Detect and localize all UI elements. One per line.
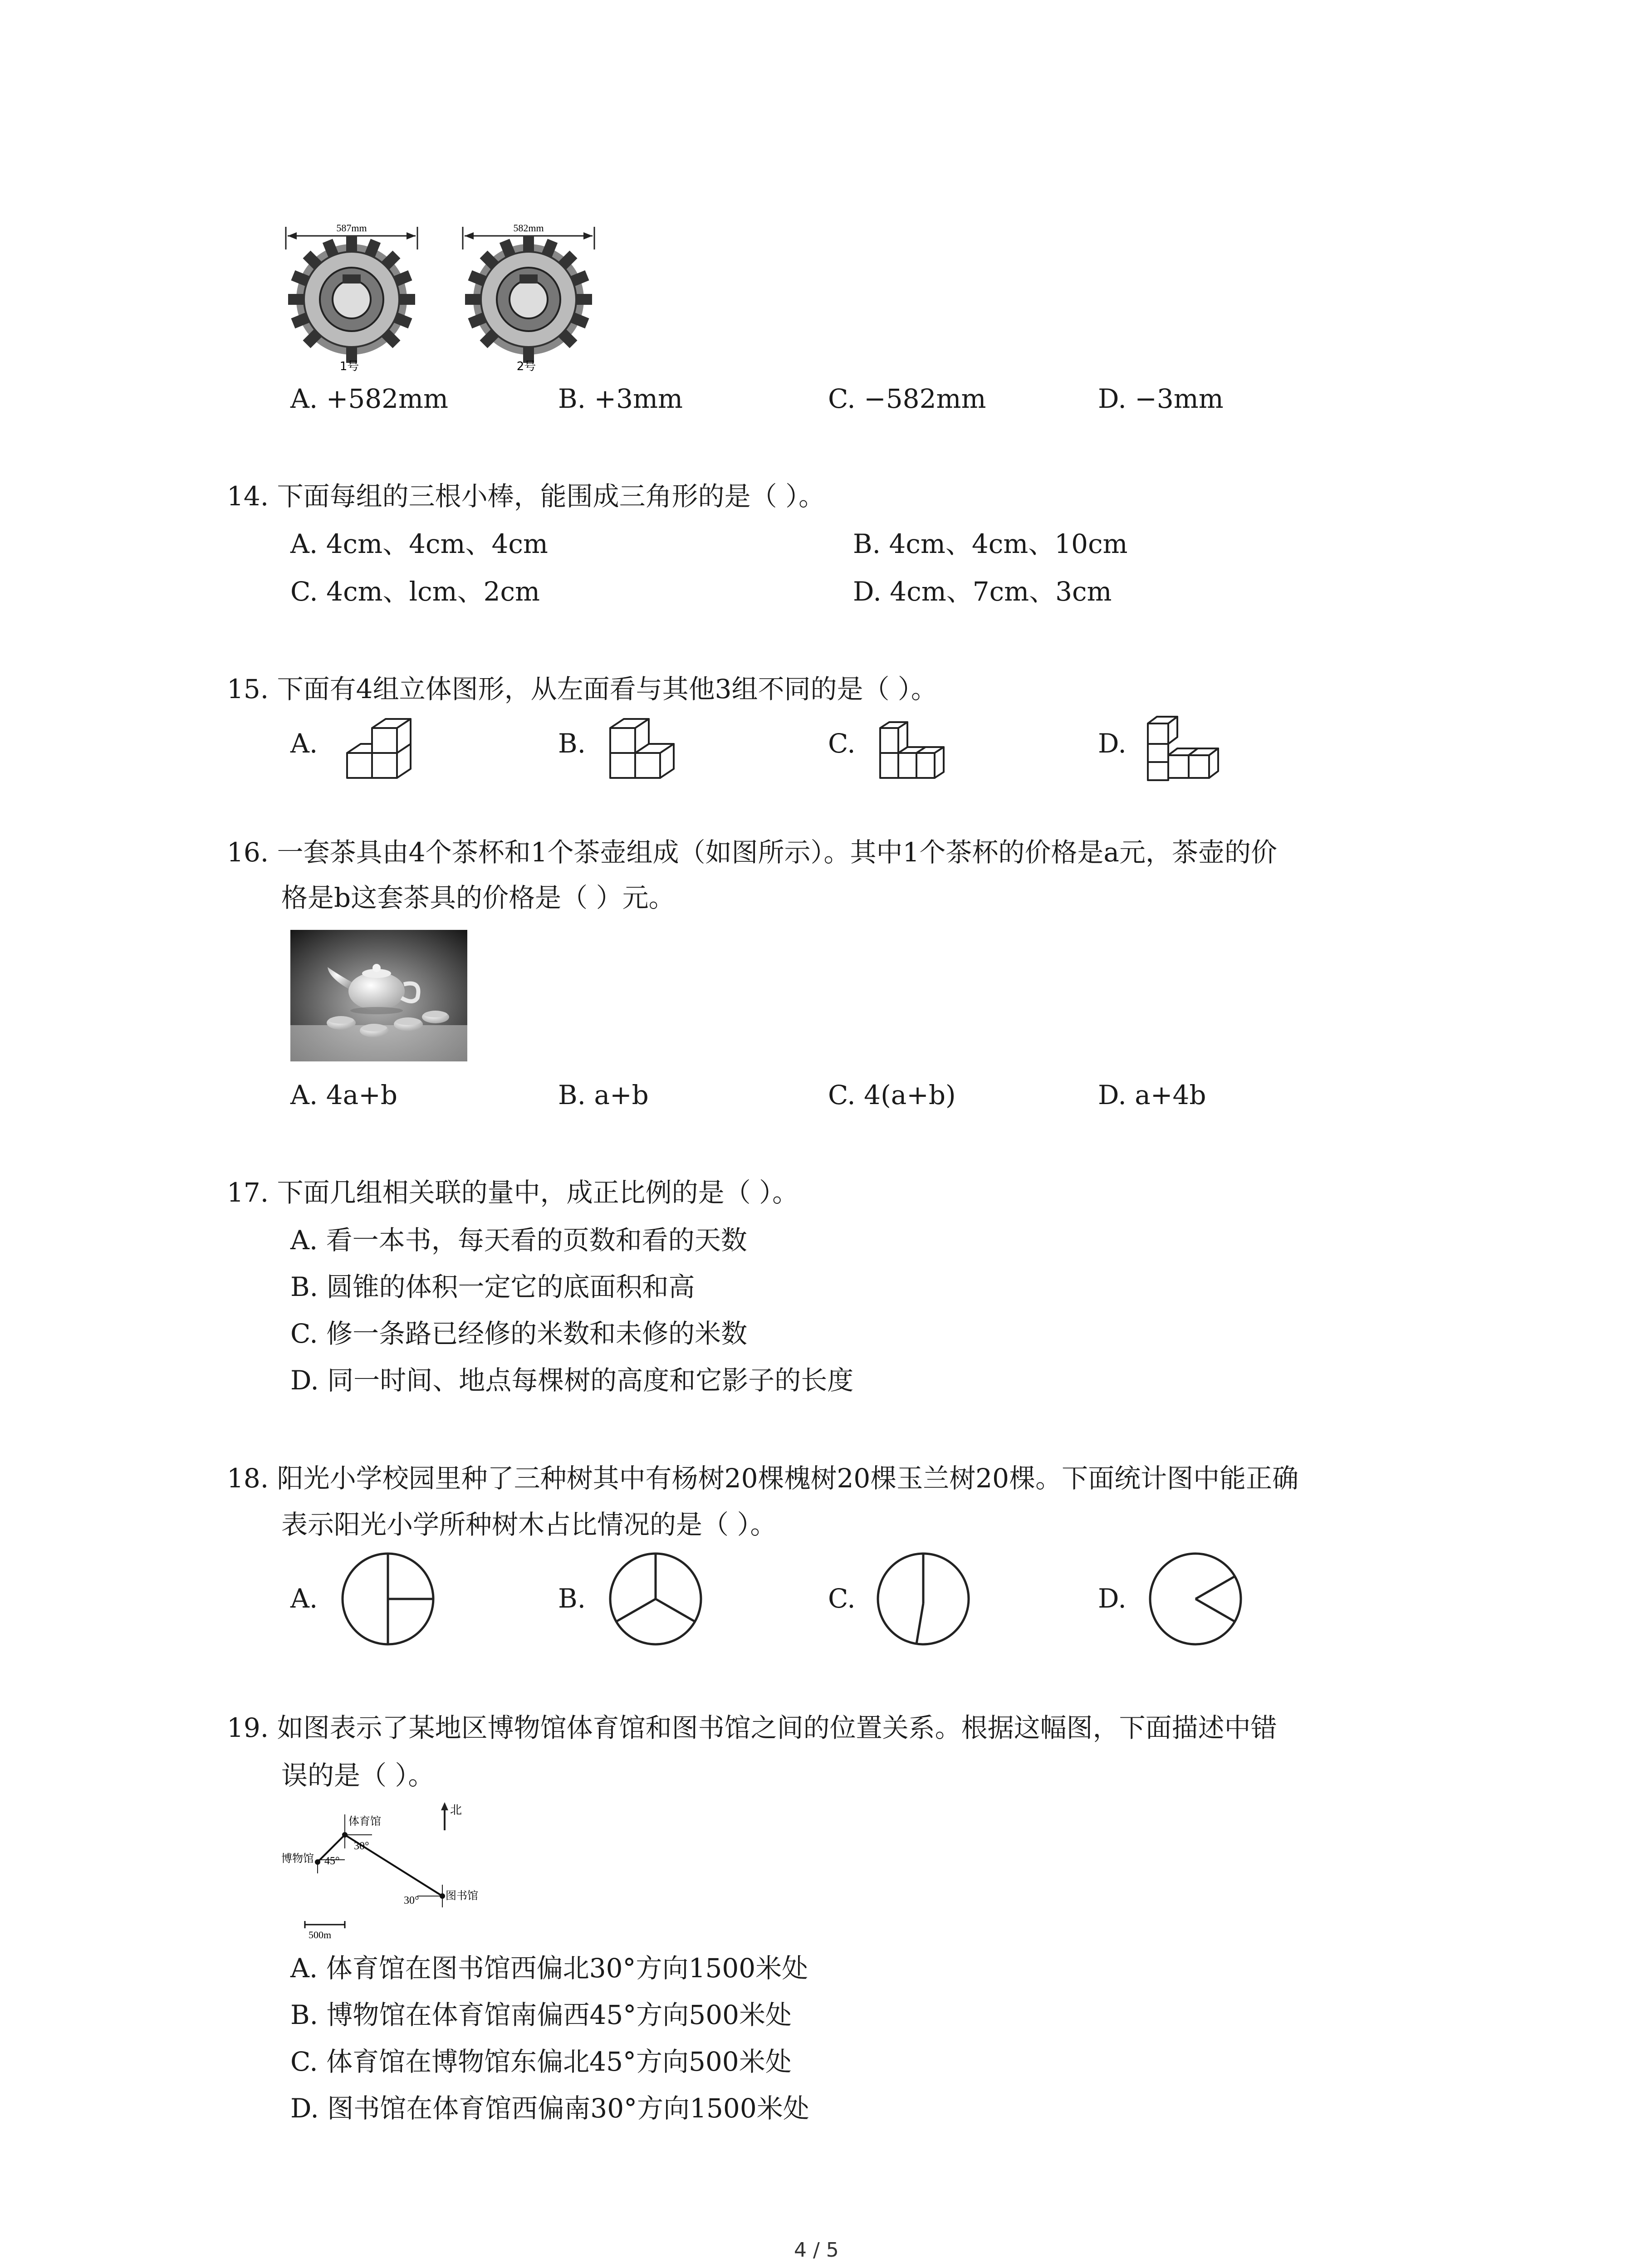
angle-45: 45° — [324, 1855, 340, 1867]
q14-option-a[interactable]: A. 4cm、4cm、4cm — [290, 528, 548, 559]
q17-option-c[interactable]: C. 修一条路已经修的米数和未修的米数 — [290, 1318, 748, 1349]
cube-stack-a — [338, 712, 429, 780]
q17-option-a[interactable]: A. 看一本书，每天看的页数和看的天数 — [290, 1225, 747, 1256]
q16-option-c[interactable]: C. 4(a+b) — [828, 1080, 956, 1110]
north-label: 北 — [450, 1804, 462, 1817]
gear2-dimension: 582mm — [513, 222, 544, 234]
q13-option-d[interactable]: D. −3mm — [1098, 383, 1224, 414]
cube-stack-d — [1141, 710, 1232, 782]
gear1-dimension: 587mm — [336, 222, 367, 234]
tea-set-photo — [290, 930, 467, 1061]
q16-stem-line1: 16. 一套茶具由4个茶杯和1个茶壶组成（如图所示）。其中1个茶杯的价格是a元，茶壶的价 — [227, 837, 1277, 868]
q16-option-b[interactable]: B. a+b — [558, 1080, 649, 1110]
q15-stem: 15. 下面有4组立体图形，从左面看与其他3组不同的是（ ）。 — [227, 674, 937, 704]
q14-option-d[interactable]: D. 4cm、7cm、3cm — [853, 576, 1112, 607]
q19-option-d[interactable]: D. 图书馆在体育馆西偏南30°方向1500米处 — [290, 2093, 809, 2124]
q15-option-a[interactable]: A. — [290, 728, 318, 759]
q17-option-b[interactable]: B. 圆锥的体积一定它的底面积和高 — [290, 1271, 695, 1302]
q18-option-b[interactable]: B. — [558, 1583, 586, 1614]
gym-label: 体育馆 — [348, 1815, 381, 1828]
museum-label: 博物馆 — [281, 1852, 314, 1865]
q15-option-b[interactable]: B. — [558, 728, 586, 759]
q19-stem-line1: 19. 如图表示了某地区博物馆体育馆和图书馆之间的位置关系。根据这幅图，下面描述中错 — [227, 1712, 1277, 1743]
q19-option-a[interactable]: A. 体育馆在图书馆西偏北30°方向1500米处 — [290, 1953, 808, 1984]
q16-option-a[interactable]: A. 4a+b — [290, 1080, 397, 1110]
q14-option-c[interactable]: C. 4cm、lcm、2cm — [290, 576, 540, 607]
library-label: 图书馆 — [446, 1889, 478, 1902]
q18-option-a[interactable]: A. — [290, 1583, 318, 1614]
angle-30-top: 30° — [354, 1840, 369, 1852]
pie-c — [873, 1549, 973, 1649]
gear-figure-2 — [458, 222, 603, 372]
q13-option-b[interactable]: B. +3mm — [558, 383, 683, 414]
q18-stem-line1: 18. 阳光小学校园里种了三种树其中有杨树20棵槐树20棵玉兰树20棵。下面统计图中能正确 — [227, 1463, 1299, 1494]
gear2-label: 2号 — [516, 360, 536, 372]
q15-option-c[interactable]: C. — [828, 728, 856, 759]
q14-stem: 14. 下面每组的三根小棒，能围成三角形的是（ ）。 — [227, 481, 825, 512]
cube-stack-b — [601, 712, 692, 780]
scale-label: 500m — [309, 1929, 332, 1941]
q18-option-c[interactable]: C. — [828, 1583, 856, 1614]
q15-option-d[interactable]: D. — [1098, 728, 1127, 759]
gear-figure-1 — [281, 222, 426, 372]
q13-option-c[interactable]: C. −582mm — [828, 383, 986, 414]
q18-option-d[interactable]: D. — [1098, 1583, 1127, 1614]
cube-stack-c — [871, 712, 962, 780]
page-number: 4 / 5 — [794, 2239, 839, 2262]
q16-option-d[interactable]: D. a+4b — [1098, 1080, 1206, 1110]
q13-option-a[interactable]: A. +582mm — [290, 383, 449, 414]
pie-d — [1146, 1549, 1245, 1649]
gear1-label: 1号 — [339, 360, 359, 372]
q18-stem-line2: 表示阳光小学所种树木占比情况的是（ ）。 — [281, 1509, 777, 1540]
q19-stem-line2: 误的是（ ）。 — [281, 1760, 435, 1791]
q19-option-c[interactable]: C. 体育馆在博物馆东偏北45°方向500米处 — [290, 2046, 792, 2077]
q17-stem: 17. 下面几组相关联的量中，成正比例的是（ ）。 — [227, 1177, 799, 1208]
q14-option-b[interactable]: B. 4cm、4cm、10cm — [853, 528, 1128, 559]
location-map — [281, 1799, 499, 1944]
angle-30-bottom: 30° — [404, 1895, 419, 1906]
q17-option-d[interactable]: D. 同一时间、地点每棵树的高度和它影子的长度 — [290, 1365, 854, 1396]
q16-stem-line2: 格是b这套茶具的价格是（ ）元。 — [281, 882, 675, 913]
q19-option-b[interactable]: B. 博物馆在体育馆南偏西45°方向500米处 — [290, 1999, 792, 2030]
pie-a — [338, 1549, 438, 1649]
pie-b — [606, 1549, 705, 1649]
